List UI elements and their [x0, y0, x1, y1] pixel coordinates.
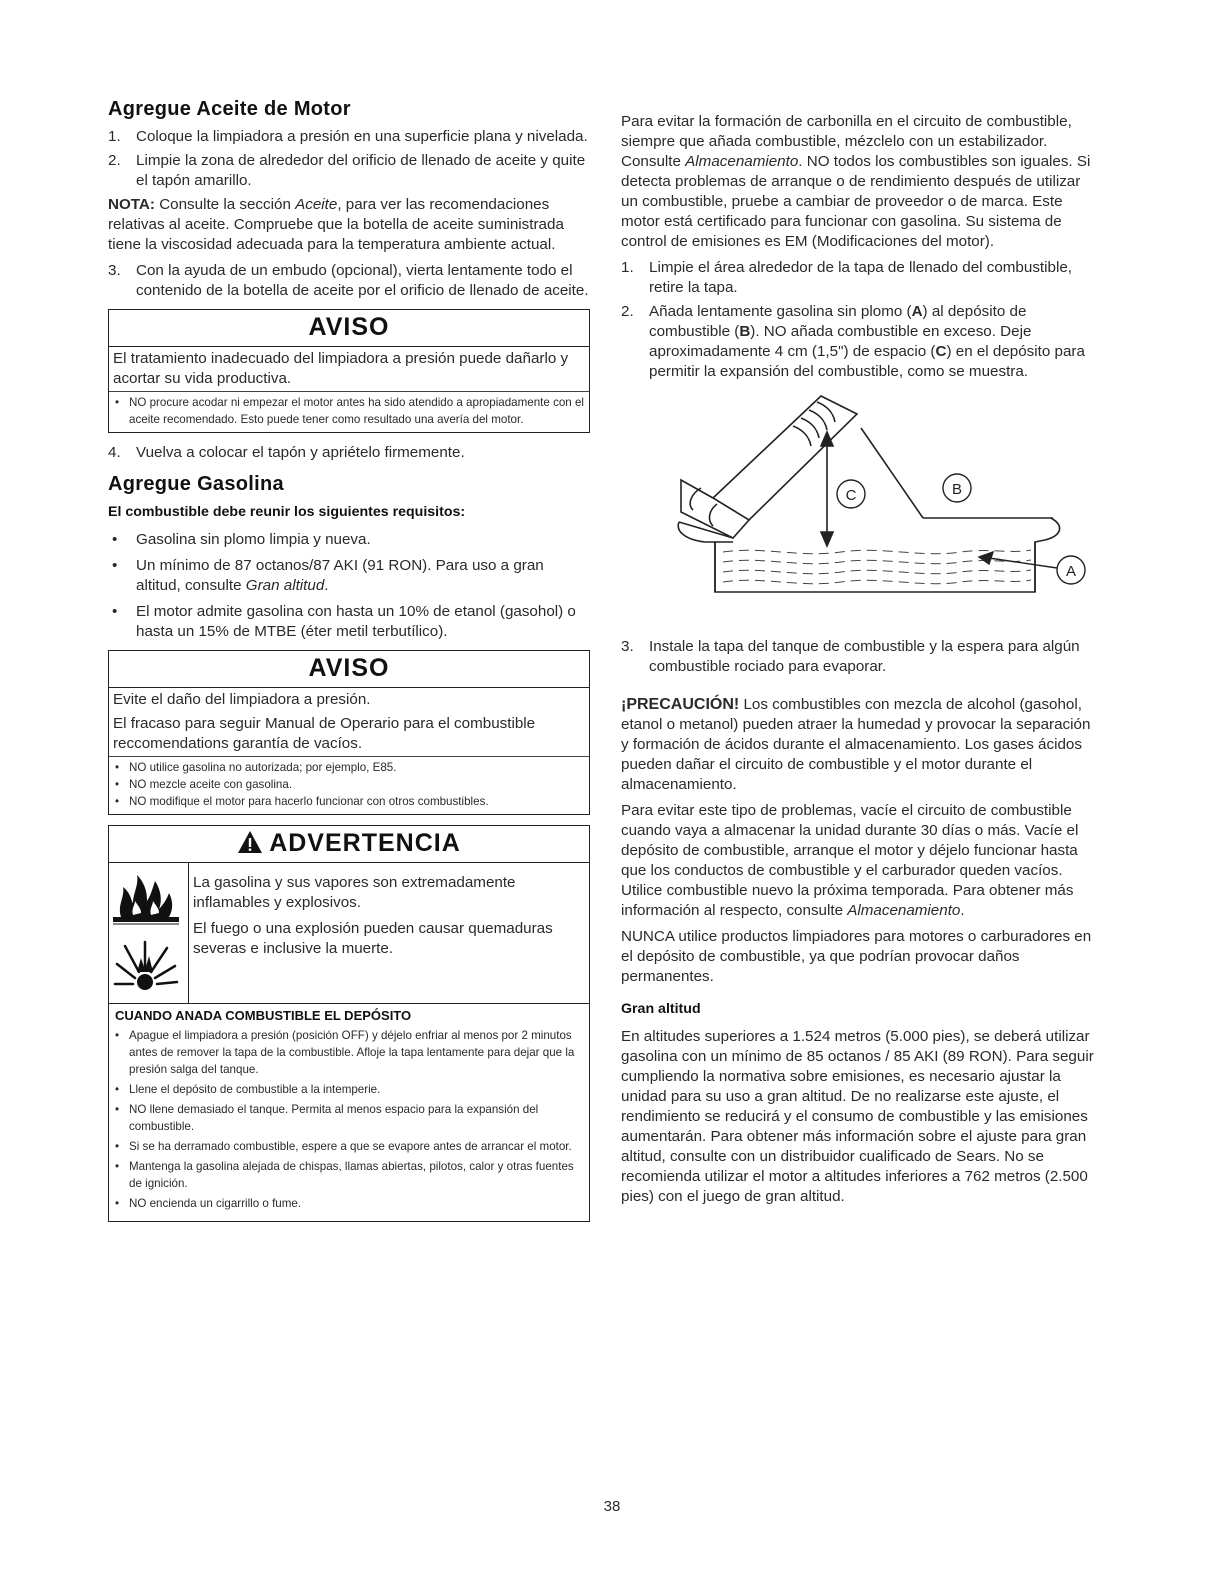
requirement-item: • Un mínimo de 87 octanos/87 AKI (91 RON). Para uso a gran altitud, consulte Gran altitud. — [112, 557, 544, 594]
warning-bullet: • Si se ha derramado combustible, espere a que se evapore antes de arrancar el motor. — [115, 1140, 572, 1153]
fuel-step-2: 2. Añada lentamente gasolina sin plomo (A) al depósito de combustible (B). NO añada combustible en exceso. Deje aproximadamente 4 cm (1,5") de espacio (C) en el depósito para permitir la expansión del combustible, como se muestra. — [621, 303, 1085, 380]
notice-text: Evite el daño del limpiadora a presión. — [113, 691, 371, 708]
notice-bullet: • NO mezcle aceite con gasolina. — [115, 778, 293, 791]
warning-triangle-icon — [237, 830, 263, 854]
warning-bullet: • Apague el limpiadora a presión (posición OFF) y déjelo enfriar al menos por 2 minutos antes de remover la tapa de la combustible. Afloje la tapa lentamente para dejar que la presión salga del tanque. — [115, 1029, 575, 1076]
warning-hazard-row — [109, 863, 589, 1004]
notice-bullet: • NO modifique el motor para hacerlo funcionar con otros combustibles. — [115, 795, 489, 808]
warning-bullets — [109, 1025, 589, 1221]
right-column — [621, 112, 1101, 1213]
notice-text: El tratamiento inadecuado del limpiadora a presión puede dañarlo y acortar su vida productiva. — [109, 347, 589, 392]
warning-hazard-text: La gasolina y sus vapores son extremadamente inflamables y explosivos. El fuego o una explosión pueden causar quemaduras severas e inclusive la muerte. — [193, 874, 553, 957]
warning-bullet: • Llene el depósito de combustible a la intemperie. — [115, 1083, 381, 1096]
notice-title: AVISO — [109, 651, 589, 688]
cleaner-warning-paragraph: NUNCA utilice productos limpiadores para motores o carburadores en el depósito de combustible, ya que podrían provocar daños permanentes. — [621, 928, 1092, 985]
diagram-label-c: C — [845, 487, 857, 504]
hazard-icons — [109, 863, 189, 1003]
oil-step-4: 4. Vuelva a colocar el tapón y apriételo firmemente. — [108, 444, 465, 461]
requirement-item: • Gasolina sin plomo limpia y nueva. — [112, 531, 371, 548]
fuel-step-1: 1. Limpie el área alrededor de la tapa de llenado del combustible, retire la tapa. — [621, 259, 1072, 296]
fuel-step-3: 3. Instale la tapa del tanque de combustible y la espera para algún combustible rociado para evaporar. — [621, 638, 1080, 675]
notice-bullets — [109, 757, 589, 814]
notice-title: AVISO — [109, 310, 589, 347]
warning-bullet: • NO encienda un cigarrillo o fume. — [115, 1197, 302, 1210]
left-column — [108, 98, 590, 1232]
page-number: 38 — [603, 1498, 621, 1515]
oil-step-2: 2. Limpie la zona de alrededor del orificio de llenado de aceite y quite el tapón amarillo. — [108, 152, 586, 189]
section-title-oil: Agregue Aceite de Motor — [108, 98, 351, 120]
explosive-icon — [111, 936, 181, 994]
oil-step-1: 1. Coloque la limpiadora a presión en una superficie plana y nivelada. — [108, 128, 588, 145]
warning-box — [108, 825, 590, 1222]
requirement-item: • El motor admite gasolina con hasta un 10% de etanol (gasohol) o hasta un 15% de MTBE (éter metil terbutílico). — [112, 603, 576, 640]
diagram-label-b: B — [951, 481, 963, 498]
notice-bullets — [109, 392, 589, 432]
oil-note: NOTA: Consulte la sección Aceite, para ver las recomendaciones relativas al aceite. Compruebe que la botella de aceite suministrada tiene la viscosidad adecuada para la temperatura ambiente actual. — [108, 196, 564, 253]
diagram-label-a: A — [1065, 563, 1077, 580]
stabilizer-paragraph: Para evitar la formación de carbonilla en el circuito de combustible, siempre que añada combustible, mézclelo con un estabilizador. Consulte Almacenamiento. NO todos los combustibles son iguales. Si detecta problemas de arranque o de rendimiento después de utilizar un combustible, pruebe a cambiar de proveedor o de marca. Este motor está certificado para funcionar con gasolina. Su sistema de control de emisiones es EM (Modificaciones del motor). — [621, 113, 1091, 250]
warning-title: ADVERTENCIA — [109, 826, 589, 863]
section-title-gasoline: Agregue Gasolina — [108, 473, 284, 495]
high-altitude-heading: Gran altitud — [621, 1001, 701, 1017]
notice-bullet: • NO utilice gasolina no autorizada; por ejemplo, E85. — [115, 761, 397, 774]
flammable-icon — [111, 867, 181, 925]
fuel-pointer-arrow — [979, 552, 1057, 568]
caution-paragraph: ¡PRECAUCIÓN! Los combustibles con mezcla de alcohol (gasohol, etanol o metanol) pueden atraer la humedad y provocar la separación y formación de ácidos durante el almacenamiento. Los gases ácidos pueden dañar el circuito de combustible y el motor durante el almacenamiento. — [621, 696, 1091, 793]
warning-subheading: CUANDO ANADA COMBUSTIBLE EL DEPÓSITO — [115, 1008, 412, 1023]
gas-can-illustration — [681, 396, 857, 538]
oil-step-3: 3. Con la ayuda de un embudo (opcional), vierta lentamente todo el contenido de la botella de aceite por el orificio de llenado de aceite. — [108, 262, 589, 299]
requirements-heading: El combustible debe reunir los siguientes requisitos: — [108, 504, 466, 520]
notice-box-fuel — [108, 650, 590, 815]
high-altitude-text: En altitudes superiores a 1.524 metros (5.000 pies), se deberá utilizar gasolina con un mínimo de 85 octanos / 85 AKI (89 RON). Para seguir cumpliendo la normativa sobre emisiones, es necesario ajustar la unidad para su uso a gran altitud. De no realizarse este ajuste, el rendimiento se reducirá y el consumo de combustible y las emisiones aumentarán. Para obtener más información sobre el ajuste para gran altitud, consulte con un distribuidor cualificado de Sears. No se recomienda utilizar el motor a altitudes inferiores a 762 metros (2.500 pies) con el juego de gran altitud. — [621, 1028, 1094, 1205]
warning-bullet: • Mantenga la gasolina alejada de chispas, llamas abiertas, pilotos, calor y otras fuentes de ignición. — [115, 1160, 574, 1190]
storage-paragraph: Para evitar este tipo de problemas, vacíe el circuito de combustible cuando vaya a almacenar la unidad durante 30 días o más. Vacíe el depósito de combustible, arranque el motor y déjelo funcionar hasta que los conductos de combustible y el carburador queden vacíos. Utilice combustible nuevo la próxima temporada. Para obtener más información al respecto, consulte Almacenamiento. — [621, 802, 1079, 919]
notice-bullet: • NO procure acodar ni empezar el motor antes ha sido atendido a apropiadamente con el aceite recomendado. Esto puede tener como resultado una avería del motor. — [115, 396, 585, 426]
expansion-space-arrow — [821, 432, 833, 546]
notice-box-oil — [108, 309, 590, 433]
notice-text: El fracaso para seguir Manual de Operario para el combustible reccomendations garantía de vacíos. — [109, 710, 589, 757]
fuel-tank-diagram — [621, 392, 1101, 627]
warning-bullet: • NO llene demasiado el tanque. Permita al menos espacio para la expansión del combustible. — [115, 1103, 539, 1133]
